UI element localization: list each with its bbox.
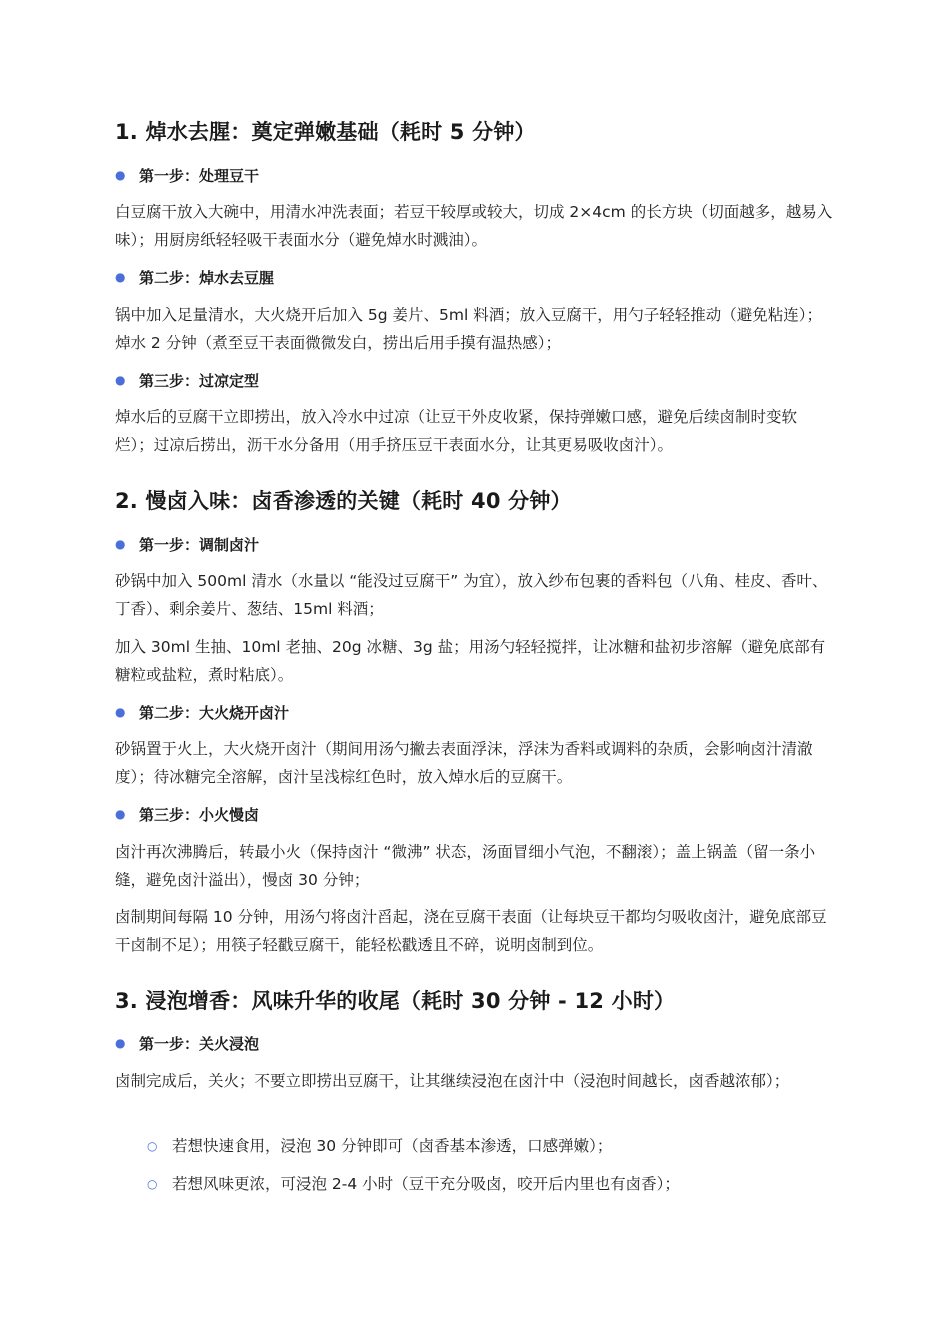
bullet-dot-icon: ● — [115, 807, 126, 821]
section-1-step-1 — [115, 163, 835, 187]
section-2-title: 2. 慢卤入味：卤香渗透的关键（耗时 40 分钟） — [115, 489, 572, 513]
section-2-step-1 — [115, 532, 835, 556]
section-2-step-2 — [115, 700, 835, 724]
bullet-dot-icon: ● — [115, 1036, 126, 1050]
paragraph: 砂锅置于火上，大火烧开卤汁（期间用汤勺撇去表面浮沫，浮沫为香料或调料的杂质，会影响卤汁清澈度）；待冰糖完全溶解，卤汁呈浅棕红色时，放入焯水后的豆腐干。 — [115, 740, 813, 786]
bullet-ring-icon: ○ — [147, 1177, 158, 1191]
bullet-dot-icon: ● — [115, 270, 126, 284]
section-3-title: 3. 浸泡增香：风味升华的收尾（耗时 30 分钟 - 12 小时） — [115, 989, 676, 1013]
sub-list-item — [115, 1132, 835, 1160]
paragraph: 砂锅中加入 500ml 清水（水量以 “能没过豆腐干” 为宜），放入纱布包裹的香料包（八角、桂皮、香叶、丁香）、剩余姜片、葱结、15ml 料酒； — [115, 572, 828, 618]
step-label: 第一步：调制卤汁 — [139, 535, 260, 554]
section-3-step-1 — [115, 1031, 835, 1055]
bullet-dot-icon: ● — [115, 705, 126, 719]
bullet-dot-icon: ● — [115, 373, 126, 387]
paragraph: 锅中加入足量清水，大火烧开后加入 5g 姜片、5ml 料酒；放入豆腐干，用勺子轻轻推动（避免粘连）；焯水 2 分钟（煮至豆干表面微微发白，捞出后用手摸有温热感）； — [115, 306, 823, 352]
section-1-step-2 — [115, 265, 835, 289]
bullet-dot-icon: ● — [115, 168, 126, 182]
bullet-ring-icon: ○ — [147, 1139, 158, 1153]
paragraph: 加入 30ml 生抽、10ml 老抽、20g 冰糖、3g 盐；用汤勺轻轻搅拌，让冰糖和盐初步溶解（避免底部有糖粒或盐粒，煮时粘底）。 — [115, 638, 826, 684]
paragraph: 卤汁再次沸腾后，转最小火（保持卤汁 “微沸” 状态，汤面冒细小气泡，不翻滚）；盖上锅盖（留一条小缝，避免卤汁溢出），慢卤 30 分钟； — [115, 843, 816, 889]
sub-list-item — [115, 1170, 835, 1198]
step-label: 第二步：大火烧开卤汁 — [139, 703, 290, 722]
paragraph: 卤制期间每隔 10 分钟，用汤勺将卤汁舀起，浇在豆腐干表面（让每块豆干都均匀吸收卤汁，避免底部豆干卤制不足）；用筷子轻戳豆腐干，能轻松戳透且不碎，说明卤制到位。 — [115, 908, 827, 954]
step-label: 第一步：关火浸泡 — [139, 1034, 260, 1053]
step-label: 第一步：处理豆干 — [139, 166, 260, 185]
sub-item-text: 若想风味更浓，可浸泡 2-4 小时（豆干充分吸卤，咬开后内里也有卤香）； — [172, 1175, 680, 1193]
paragraph: 白豆腐干放入大碗中，用清水冲洗表面；若豆干较厚或较大，切成 2×4cm 的长方块（切面越多，越易入味）；用厨房纸轻轻吸干表面水分（避免焯水时溅油）。 — [115, 203, 833, 249]
section-1-title: 1. 焯水去腥：奠定弹嫩基础（耗时 5 分钟） — [115, 120, 536, 144]
sub-item-text: 若想快速食用，浸泡 30 分钟即可（卤香基本渗透，口感弹嫩）； — [172, 1137, 613, 1155]
section-1-step-3 — [115, 368, 835, 392]
bullet-dot-icon: ● — [115, 537, 126, 551]
paragraph: 卤制完成后，关火；不要立即捞出豆腐干，让其继续浸泡在卤汁中（浸泡时间越长，卤香越浓郁）； — [115, 1072, 790, 1090]
step-label: 第三步：小火慢卤 — [139, 805, 260, 824]
section-2-step-3 — [115, 802, 835, 826]
step-label: 第三步：过凉定型 — [139, 371, 260, 390]
step-label: 第二步：焯水去豆腥 — [139, 268, 275, 287]
paragraph: 焯水后的豆腐干立即捞出，放入冷水中过凉（让豆干外皮收紧，保持弹嫩口感，避免后续卤制时变软烂）；过凉后捞出，沥干水分备用（用手挤压豆干表面水分，让其更易吸收卤汁）。 — [115, 408, 798, 454]
